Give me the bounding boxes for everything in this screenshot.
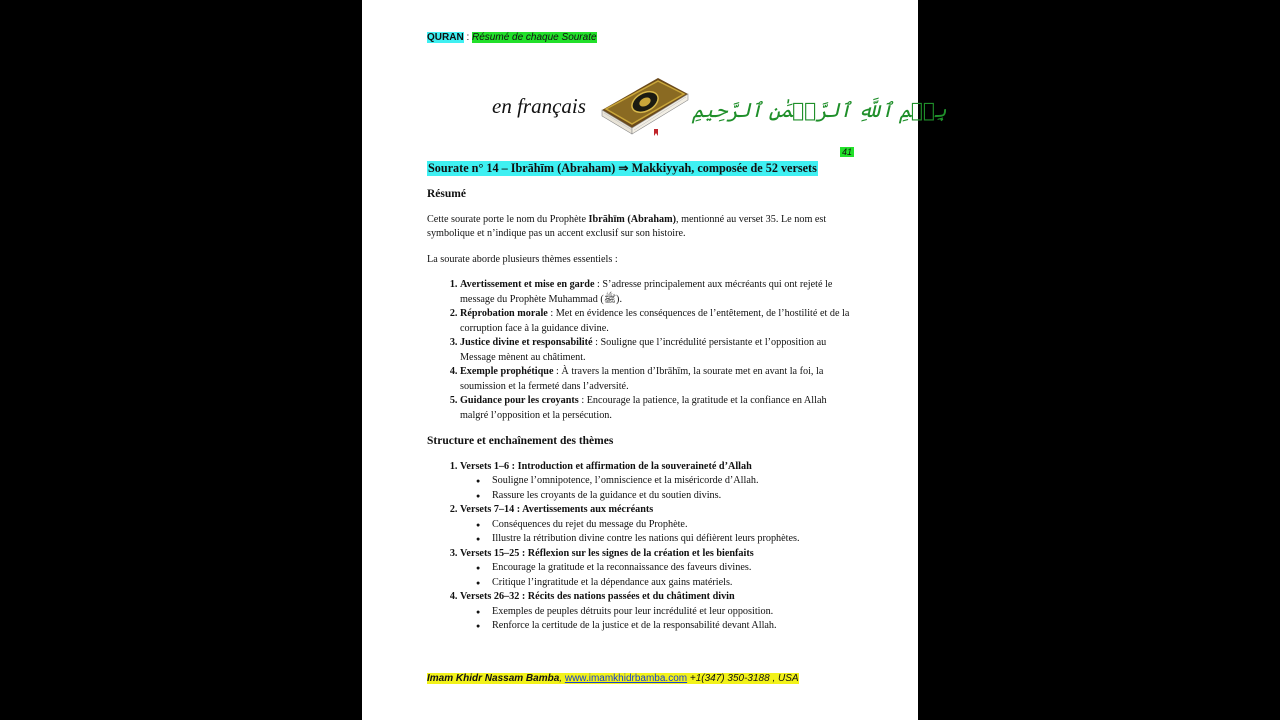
theme-title: Exemple prophétique [460,366,554,377]
theme-title: Avertissement et mise en garde [460,279,595,290]
resume-text-b: , mentionné au verset 35. Le nom est symbolique et n’indique pas un accent exclusif sur son histoire. [427,213,827,239]
website-link[interactable]: www.imamkhidrbamba.com [564,673,688,684]
section-title: Versets 1–6 : Introduction et affirmation de la souveraineté d’Allah [460,460,752,472]
document-page [362,0,947,720]
resume-paragraph [427,213,857,242]
structure-section [460,460,857,504]
resume-heading: Résumé [427,188,466,200]
theme-item [460,336,857,365]
theme-text: : À travers la mention d’Ibrāhīm, la sourate met en avant la foi, la soumission et la fermeté dans l’adversité. [460,366,824,392]
bullet-list [460,561,857,590]
resume-text-bold: Ibrāhīm (Abraham) [588,213,676,225]
structure-heading: Structure et enchaînement des thèmes [427,435,614,447]
document-footer [427,673,799,684]
bullet-item: ● Renforce la certitude de la justice et de la responsabilité devant Allah. [492,619,857,634]
bullet-item: ● Illustre la rétribution divine contre les nations qui défièrent leurs prophètes. [492,532,857,547]
theme-text: : S’adresse principalement aux mécréants qui ont rejeté le message du Prophète Muhammad (ﷺ). [460,279,833,305]
phone-number: +1(347) 350-3188 , USA [687,673,799,684]
document-header [427,32,597,43]
theme-item [460,278,857,307]
en-francais-logo: en français [492,94,586,118]
structure-list [427,460,857,634]
banner [492,68,947,138]
themes-intro: La sourate aborde plusieurs thèmes essentiels : [427,253,618,265]
theme-title: Justice divine et responsabilité [460,337,593,348]
bullet-item: ● Exemples de peuples détruits pour leur incrédulité et leur opposition. [492,605,857,620]
theme-title: Guidance pour les croyants [460,395,579,406]
page-number: 41 [842,147,853,157]
quran-book-icon [596,72,690,136]
footer-separator: , [559,673,565,684]
author-name: Imam Khidr Nassam Bamba [427,673,560,684]
structure-section [460,547,857,591]
bullet-item: ● Critique l’ingratitude et la dépendance aux gains matériels. [492,576,857,591]
section-title: Versets 15–25 : Réflexion sur les signes de la création et les bienfaits [460,547,754,559]
theme-text: : Souligne que l’incrédulité persistante et l’opposition au Message mènent au châtiment. [460,337,827,363]
header-subtitle: Résumé de chaque Sourate [472,32,597,43]
section-title: Versets 26–32 : Récits des nations passées et du châtiment divin [460,591,735,602]
theme-item [460,365,857,394]
themes-list [427,278,857,423]
bullet-list [460,518,857,547]
header-quran: QURAN [427,32,464,43]
theme-title: Réprobation morale [460,308,548,319]
structure-section [460,503,857,547]
section-title: Versets 7–14 : Avertissements aux mécréants [460,504,654,515]
theme-text: : Met en évidence les conséquences de l’entêtement, de l’hostilité et de la corruption face à la guidance divine. [460,308,850,334]
document-body [427,187,857,645]
header-separator: : [463,32,473,43]
bullet-item: ● Souligne l’omnipotence, l’omniscience et la miséricorde d’Allah. [492,474,857,489]
bullet-item: ● Rassure les croyants de la guidance et du soutien divins. [492,489,857,504]
theme-text: : Encourage la patience, la gratitude et la confiance en Allah malgré l’opposition et la persécution. [460,395,827,421]
theme-item [460,307,857,336]
bullet-item: ● Encourage la gratitude et la reconnaissance des faveurs divines. [492,561,857,576]
bullet-list [460,474,857,503]
bullet-item: ● Conséquences du rejet du message du Prophète. [492,518,857,533]
theme-item [460,394,857,423]
structure-section [460,590,857,634]
basmala-calligraphy: بِسۡمِ ٱللَّهِ ٱلرَّحۡمَٰنِ ٱلرَّحِيمِ [692,98,947,122]
resume-text-a: Cette sourate porte le nom du Prophète [427,213,589,225]
surah-title: Sourate n° 14 – Ibrāhīm (Abraham) ⇒ Makkiyyah, composée de 52 versets [428,161,817,175]
bullet-list [460,605,857,634]
